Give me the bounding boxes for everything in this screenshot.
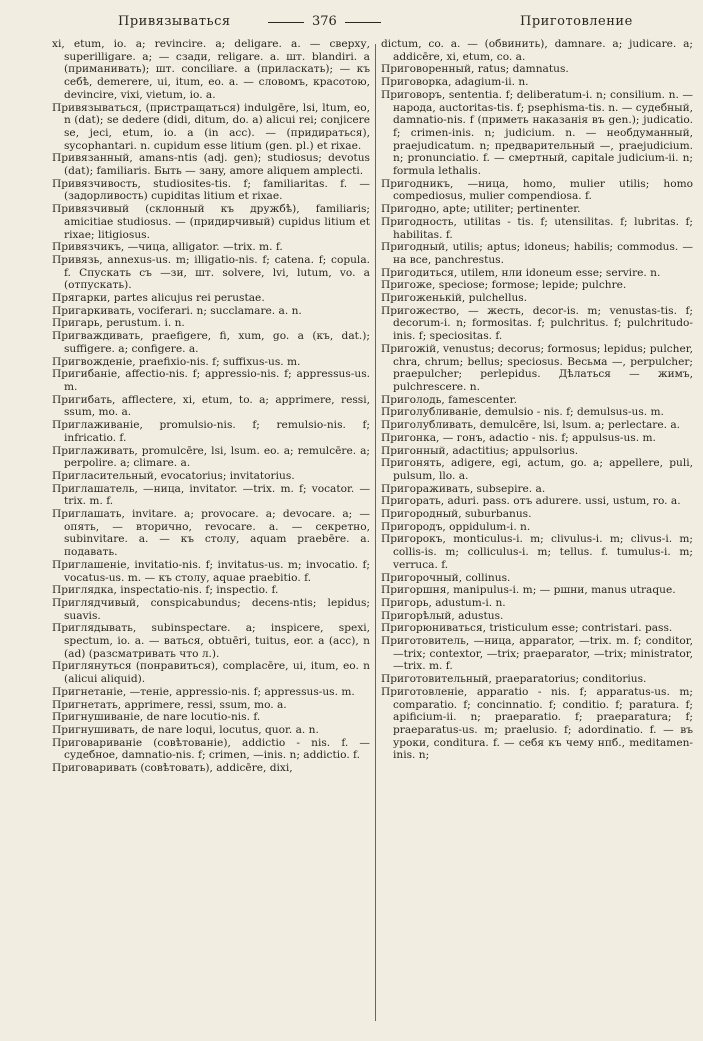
dictionary-entry: Пригаркивать, vociferari. n; succlamare. a. n. <box>52 304 302 317</box>
header-left-guideword: Привязываться <box>118 14 231 29</box>
dictionary-entry: Пригородъ, oppidulum-i. n. <box>381 520 531 533</box>
dictionary-entry: Пригнетать, apprimere, ressi, ssum, mo. a. <box>52 698 287 711</box>
dictionary-entry: Пригоршня, manipulus-i. m; — ршни, manus utraque. <box>381 584 676 597</box>
dictionary-entry: Привязанный, amans-ntis (adj. gen); studiosus; devotus (dat); familiaris. Быть — занy, amore aliquem amplecti. <box>52 152 370 178</box>
dictionary-entry: dictum, co. a. — (обвинить), damnare. a; judicare. a; addicēre, xi, etum, co. a. <box>381 38 693 63</box>
dictionary-entry: Пригласительный, evocatorius; invitatorius. <box>52 469 295 482</box>
dictionary-entry: Пригоженькій, pulchellus. <box>381 292 528 305</box>
dictionary-entry: Пригваждивать, praefigere, fi, xum, go. a (къ, dat.); suffigere. a; configere. a. <box>52 330 370 355</box>
dictionary-entry: Пригодникъ, —ница, homo, mulier utilis; homo compediosus, mulier compendiosa. f. <box>381 177 693 203</box>
dictionary-entry: Пригодный, utilis; aptus; idoneus; habilis; commodus. — на все, panchrestus. <box>381 241 693 266</box>
dictionary-entry: Пригодность, utilitas - tis. f; utensilitas. f; lubritas. f; habilitas. f. <box>381 215 693 241</box>
dictionary-entry: Приголодь, famescenter. <box>381 393 517 406</box>
dictionary-entry: Приговоръ, sententia. f; deliberatum-i. n; consilium. n. — народа, auctoritas-tis. f; psephisma-tis. n. — судебный, damnatio-nis. f (приметь наказанія въ gen.); judicatio. f; crimen-inis. n; judicium. n. — необдуманный, praejudicatum. n; предварительный —, praejudicium. n; pronunciatio. f. — смертный, capitale judicium-ii. n; formula lethalis. <box>381 88 693 178</box>
dictionary-entry: Привязь, annexus-us. m; illigatio-nis. f; catena. f; copula. f. Спускать съ —зи, шт. solvere, lvi, lutum, vo. a (отпускать). <box>52 253 370 292</box>
dictionary-entry: Пригонный, adactitius; appulsorius. <box>381 444 579 457</box>
page-number: 376 <box>312 14 337 29</box>
dictionary-entry: Пригорать, aduri. pass. отъ adurere. ussi, ustum, ro. a. <box>381 495 681 508</box>
dictionary-entry: Приглашатель, —ница, invitator. —trix. m. f; vocator. —trix. m. f. <box>52 482 370 508</box>
dictionary-entry: Пригорокъ, monticulus-i. m; clivulus-i. m; clivus-i. m; collis-is. m; colliculus-i. m; tellus. f. tumulus-i. m; verruca. f. <box>381 533 693 571</box>
dictionary-entry: Привязчикъ, —чица, alligator. —trix. m. f. <box>52 241 283 254</box>
dictionary-entry: Приговорка, adagium-ii. n. <box>381 76 529 89</box>
dictionary-entry: Пригораживать, subsepire. a. <box>381 482 546 495</box>
dictionary-entry: Пригонка, — гонъ, adactio - nis. f; appulsus-us. m. <box>381 431 656 444</box>
dictionary-entry: Пригожій, venustus; decorus; formosus; lepidus; pulcher, chra, chrum; bellus; speciosus. Весьма —, perpulcher; praepulcher; perlepidus. Дѣлаться — жимъ, pulchrescere. n. <box>381 342 693 393</box>
dictionary-entry: Приголубливаніе, demulsio - nis. f; demulsus-us. m. <box>381 406 664 419</box>
dictionary-entry: xi, etum, io. a; revincire. a; deligare. a. — сверху, superilligare. a; — сзади, religare. a. шт. blandiri. a (приманивать); шт. conciliare. a (приласкать); — къ себѣ, demerere, ui, itum, eo. a. — словомъ, красотою, devincire, vixi, vietum, io. a. <box>52 38 370 101</box>
dictionary-entry: Пригодно, apte; utiliter; pertinenter. <box>381 203 581 216</box>
dictionary-entry: Пригвожденіе, praefixio-nis. f; suffixus-us. m. <box>52 355 301 368</box>
dictionary-entry: Приглядывать, subinspectare. a; inspicere, spexi, spectum, io. a. — ваться, obtuēri, tuitus, eor. a (acc), n (ad) (разсматривать что л.). <box>52 622 370 660</box>
dictionary-entry: Прягарки, partes alicujus rei perustae. <box>52 292 265 305</box>
dictionary-entry: Пригородный, suburbanus. <box>381 508 532 521</box>
dictionary-entry: Приговариваніе (совѣтованіе), addictio - nis. f. — судебное, damnatio-nis. f; crimen, —inis. n; addictio. f. <box>52 736 370 762</box>
dictionary-entry: Приголубливать, demulcēre, lsi, lsum. a; perlectare. a. <box>381 419 681 432</box>
dictionary-entry: Привязчивый (склонный къ дружбѣ), familiaris; amicitiae studiosus. — (придирчивый) cupidus litium et rixae; litigiosus. <box>52 203 370 241</box>
dictionary-entry: Приглашать, invitare. a; provocare. a; devocare. a; — опять, — вторично, revocare. a. — секретно, subinvitare. a. — къ столу, aquam praebēre. a. подавать. <box>52 508 370 559</box>
dictionary-entry: Пригибаніе, affectio-nis. f; appressio-nis. f; appressus-us. m. <box>52 368 370 393</box>
dictionary-entry: Приговоренный, ratus; damnatus. <box>381 63 569 76</box>
dictionary-entry: Приглядка, inspectatio-nis. f; inspectio. f. <box>52 584 279 597</box>
dictionary-entry: Приглянуться (понравиться), complacēre, ui, itum, eo. n (alicui aliquid). <box>52 660 370 686</box>
dictionary-entry: Пригожество, — жесть, decor-is. m; venustas-tis. f; decorum-i. n; formositas. f; pulchritus. f; pulchritudo-inis. f; speciositas. f. <box>381 304 693 343</box>
dictionary-entry: Приглаживать, promulcēre, lsi, lsum. eo. a; remulcēre. a; perpolire. a; climare. a. <box>52 444 370 470</box>
dictionary-entry: Пригорочный, collinus. <box>381 571 511 584</box>
dictionary-entry: Приглашеніе, invitatio-nis. f; invitatus-us. m; invocatio. f; vocatus-us. m. — къ столу, aquae praebitio. f. <box>52 558 370 584</box>
left-column <box>52 38 370 1033</box>
dictionary-entry: Пригодиться, utilem, нли idoneum esse; servire. n. <box>381 266 661 279</box>
header-right-guideword: Приготовление <box>520 14 633 29</box>
dictionary-entry: Приготовительный, praeparatorius; conditorius. <box>381 673 647 686</box>
dictionary-entry: Пригнушиваніе, de nare locutio-nis. f. <box>52 711 261 724</box>
dictionary-entry: Пригнушивать, de nare loqui, locutus, quor. a. n. <box>52 723 319 736</box>
right-column <box>381 38 693 1033</box>
dictionary-entry: Приглаживаніе, promulsio-nis. f; remulsio-nis. f; infricatio. f. <box>52 419 370 444</box>
dictionary-entry: Привязчивость, studiosites-tis. f; familiaritas. f. — (задорливость) cupiditas litium et rixae. <box>52 177 370 203</box>
dictionary-entry: Приговаривать (совѣтовать), addicēre, dixi, <box>52 762 293 775</box>
dictionary-entry: Привязываться, (пристращаться) indulgēre, lsi, ltum, eo, n (dat); se dedere (didi, ditum, do. a) alicui rei; conjicere se, jeci, etum, io. a (in acc). — (придираться), sycophantari. n. cupidum esse litium (gen. pl.) et rixae. <box>52 101 370 152</box>
dictionary-entry: Приглядчивый, conspicabundus; decens-ntis; lepidus; suavis. <box>52 596 370 622</box>
column-divider <box>375 44 376 1021</box>
dictionary-entry: Приготовитель, —ница, apparator, —trix. m. f; conditor, —trix; contextor, —trix; praeparator, —trix; ministrator, —trix. m. f. <box>381 635 693 673</box>
dictionary-entry: Пригоже, speciose; formose; lepide; pulchre. <box>381 279 627 292</box>
dictionary-entry: Пригорѣлый, adustus. <box>381 609 504 622</box>
dictionary-entry: Приготовленіе, apparatio - nis. f; apparatus-us. m; comparatio. f; concinnatio. f; conditio. f; paratura. f; apificium-ii. n; praeparatio. f; praeparatura; f; praeparatus-us. m; praelusio. f; adordinatio. f. — въ уроки, conditura. f. — себя къ чему нпб., meditamen-inis. n; <box>381 685 693 762</box>
dictionary-entry: Пригонять, adigere, egi, actum, go. a; appellere, puli, pulsum, llo. a. <box>381 457 693 482</box>
dictionary-entry: Пригарь, perustum. i. n. <box>52 317 185 330</box>
dictionary-entry: Пригорь, adustum-i. n. <box>381 596 506 609</box>
dictionary-entry: Пригибать, afflectere, xi, etum, to. a; apprimere, ressi, ssum, mo. a. <box>52 393 370 419</box>
dictionary-entry: Пригнетаніе, —теніе, appressio-nis. f; appressus-us. m. <box>52 685 355 698</box>
dictionary-entry: Пригорюниваться, tristiculum esse; contristari. pass. <box>381 622 673 635</box>
page-header <box>0 14 703 38</box>
